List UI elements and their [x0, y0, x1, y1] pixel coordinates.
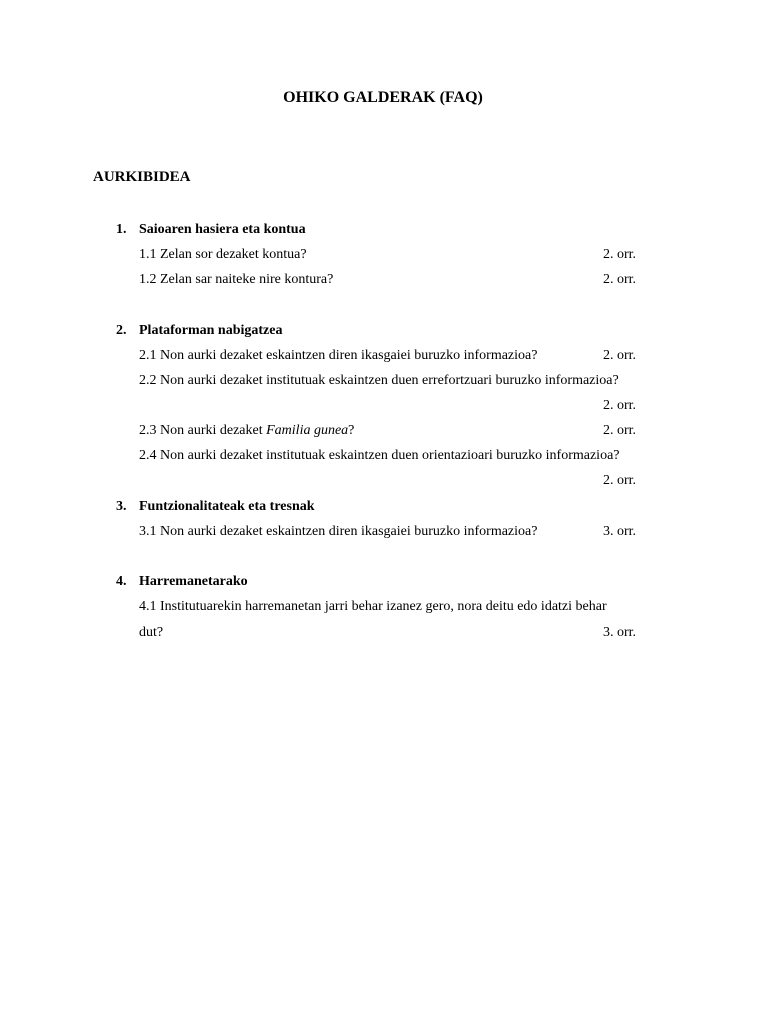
- section-number: 1.: [116, 222, 127, 237]
- toc-entry-page: 2. orr.: [603, 272, 637, 287]
- section-title[interactable]: Plataforman nabigatzea: [139, 323, 283, 338]
- toc-entry-text[interactable]: 4.1 Institutuarekin harremanetan jarri behar izanez gero, nora deitu edo idatzi behar: [139, 599, 607, 614]
- toc-entry-page: 2. orr.: [603, 473, 637, 488]
- section-title[interactable]: Saioaren hasiera eta kontua: [139, 222, 306, 237]
- toc-entry-italic-term: Familia gunea: [266, 423, 349, 438]
- section-title[interactable]: Funtzionalitateak eta tresnak: [139, 499, 315, 514]
- toc-entry-text[interactable]: 2.1 Non aurki dezaket eskaintzen diren ikasgaiei buruzko informazioa?: [139, 348, 538, 363]
- toc-entry-text[interactable]: [139, 424, 354, 438]
- section-title[interactable]: Harremanetarako: [139, 574, 248, 589]
- section-number: 3.: [116, 499, 127, 514]
- toc-entry-page: 2. orr.: [603, 247, 637, 262]
- toc-entry-text[interactable]: 3.1 Non aurki dezaket eskaintzen diren ikasgaiei buruzko informazioa?: [139, 524, 538, 539]
- section-number: 4.: [116, 574, 127, 589]
- toc-entry-text-part: ?: [348, 423, 355, 438]
- toc-entry-page: 2. orr.: [603, 398, 637, 413]
- toc-heading: AURKIBIDEA: [93, 169, 191, 185]
- toc-entry-page: 2. orr.: [603, 348, 637, 363]
- toc-entry-page: 3. orr.: [603, 524, 637, 539]
- toc-entry-text[interactable]: 2.2 Non aurki dezaket institutuak eskaintzen duen errefortzuari buruzko informazioa?: [139, 373, 619, 388]
- toc-entry-text[interactable]: 2.4 Non aurki dezaket institutuak eskaintzen duen orientazioari buruzko informazioa?: [139, 448, 620, 463]
- toc-entry-page: 2. orr.: [603, 423, 637, 438]
- page-title: OHIKO GALDERAK (FAQ): [283, 89, 483, 106]
- toc-entry-page: 3. orr.: [603, 625, 637, 640]
- toc-entry-text-continued[interactable]: dut?: [139, 625, 164, 640]
- section-number: 2.: [116, 323, 127, 338]
- toc-entry-text[interactable]: 1.1 Zelan sor dezaket kontua?: [139, 247, 307, 262]
- toc-entry-text[interactable]: 1.2 Zelan sar naiteke nire kontura?: [139, 272, 334, 287]
- toc-entry-text-part: 2.3 Non aurki dezaket: [139, 423, 267, 438]
